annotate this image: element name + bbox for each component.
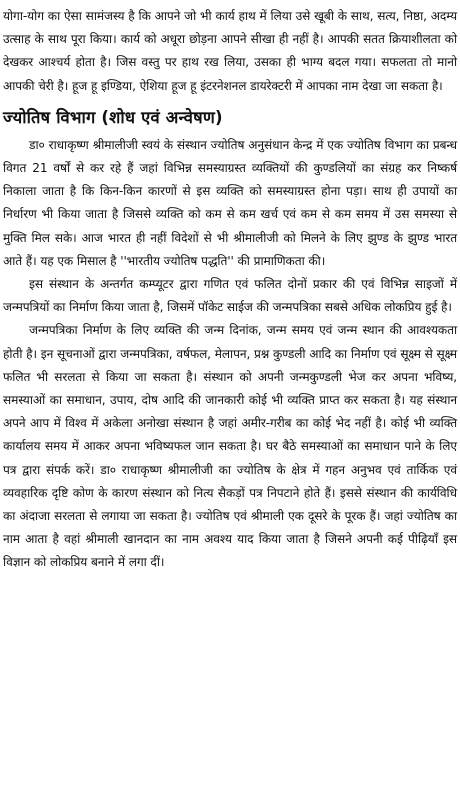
paragraph-computer-janmapatri: इस संस्थान के अन्तर्गत कम्प्यूटर द्वारा गणित एवं फलित दोनों प्रकार की एवं विभिन्न साइजों में जन्मपत्रियों का निर्माण किया जाता है, जिसमें पॉकेट साईज की जन्मपत्रिका सबसे अधिक लोकप्रिय हुई है। bbox=[3, 277, 457, 315]
intro-paragraph: योगा-योग का ऐसा सामंजस्य है कि आपने जो भी कार्य हाथ में लिया उसे खूबी के साथ, सत्य, निष्ठा, अदम्य उत्साह के साथ पूरा किया। कार्य को अधूरा छोड़ना आपने सीखा ही नहीं है। आपकी सतत क्रियाशीलता को देखकर आश्चर्य होता है। जिस वस्तु पर हाथ रख लिया, उसका ही भाग्य बदल गया। सफलता तो मानो आपकी चेरी है। हूज हू इण्डिया, ऐशिया हूज हू इंटरनेशनल डायरेक्टरी में आपका नाम देखा जा सकता है। bbox=[3, 9, 457, 93]
section-heading: ज्योतिष विभाग (शोध एवं अन्वेषण) bbox=[3, 107, 223, 127]
paragraph-jyotish-vibhag: डा० राधाकृष्ण श्रीमालीजी स्वयं के संस्थान ज्योतिष अनुसंधान केन्द्र में एक ज्योतिष विभाग का प्रबन्ध विगत 21 वर्षों से कर रहे हैं जहां विभिन्न समस्याग्रस्त व्यक्तियों की कुण्डलियों का संग्रह कर निष्कर्ष निकाला जाता है कि किन-किन कारणों से इस व्यक्ति को समस्याग्रस्त होना पड़ा। साथ ही उपायों का निर्धारण भी किया जाता है जिससे व्यक्ति को कम से कम खर्च एवं कम से कम समय में उस समस्या से मुक्ति मिल सके। आज भारत ही नहीं विदेशों से भी श्रीमालीजी को मिलने के लिए झुण्ड के झुण्ड भारत आते हैं। यह एक मिसाल है ''भारतीय ज्योतिष पद्धति'' की प्रामाणिकता की। bbox=[3, 137, 457, 268]
paragraph-janmapatrika-nirman: जन्मपत्रिका निर्माण के लिए व्यक्ति की जन्म दिनांक, जन्म समय एवं जन्म स्थान की आवश्यकता होती है। इन सूचनाओं द्वारा जन्मपत्रिका, वर्षफल, मेलापन, प्रश्न कुण्डली आदि का निर्माण एवं सूक्ष्म से सूक्ष्म फलित भी सरलता से किया जा सकता है। संस्थान को अपनी जन्मकुण्डली भेज कर अपना भविष्य, समस्याओं का समाधान, उपाय, दोष आदि की जानकारी कोई भी व्यक्ति प्राप्त कर सकता है। यह संस्थान अपने आप में विश्व में अकेला अनोखा संस्थान है जहां अमीर-गरीब का कोई भेद नहीं है। कोई भी व्यक्ति कार्यालय समय में आकर अपना भविष्यफल जान सकता है। घर बैठे समस्याओं का समाधान पाने के लिए पत्र द्वारा संपर्क करें। डा० राधाकृष्ण श्रीमालीजी का ज्योतिष के क्षेत्र में गहन अनुभव एवं तार्किक एवं व्यवहारिक दृष्टि कोण के कारण संस्थान को नित्य सैकड़ों पत्र निपटाने होते हैं। इससे संस्थान की कार्यविधि का अंदाजा सरलता से लगाया जा सकता है। ज्योतिष एवं श्रीमाली एक दूसरे के पूरक हैं। जहां ज्योतिष का नाम आता है वहां श्रीमाली खानदान का नाम अवश्य याद किया जाता है जिसने अपनी कई पीढ़ियाँ इस विज्ञान को लोकप्रिय बनाने में लगा दीं। bbox=[3, 323, 457, 570]
